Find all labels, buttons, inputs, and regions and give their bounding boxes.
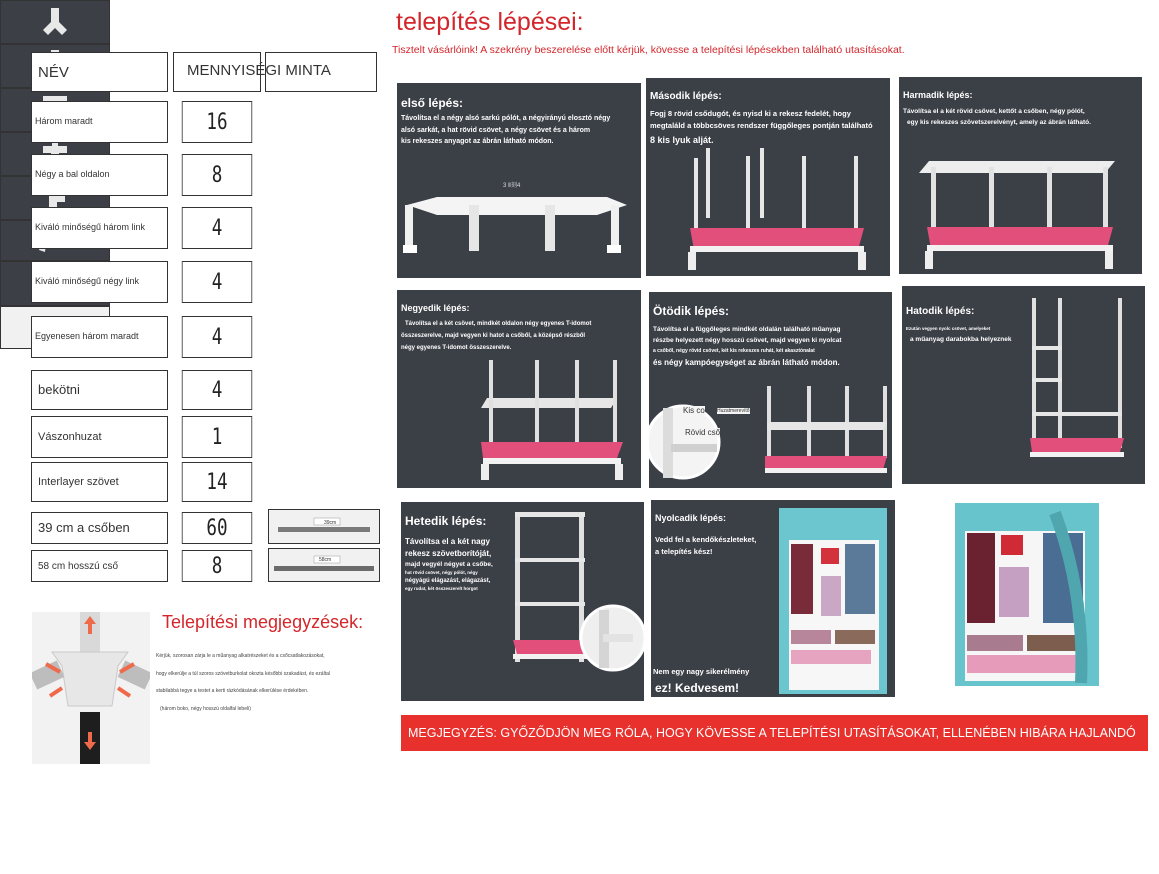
step-line: rekesz szövetborítóját, (405, 549, 492, 558)
step-line: egy rudat, két összeszerelt horgot (405, 585, 478, 591)
finished-wardrobe-photo (955, 503, 1099, 686)
frame-top-illustration (899, 77, 1142, 274)
joint-diagram (32, 612, 150, 764)
tube-39cm-label: 39cm (324, 520, 337, 526)
row-qty: 4 (182, 207, 252, 249)
three-way-connector-icon (0, 0, 110, 44)
row-qty: 4 (182, 370, 252, 410)
row-name: Kiváló minőségű három link (31, 207, 168, 249)
step-line: megtaláld a többcsöves rendszer függőleges pontján található (650, 121, 873, 131)
frame-base-illustration (397, 83, 641, 278)
header-name: NÉV (31, 52, 168, 92)
row-qty: 4 (182, 261, 252, 303)
step-line: Fogj 8 rövid csődugót, és nyisd ki a rekesz fedelét, hogy (650, 109, 851, 118)
step-1-panel (397, 83, 641, 278)
step-footer-line: Nem egy nagy sikerélmény (653, 667, 750, 676)
step-line: négyágú elágazást, elágazást, (405, 577, 491, 584)
warning-banner: MEGJEGYZÉS: GYŐZŐDJÖN MEG RÓLA, HOGY KÖVESSE A TELEPÍTÉSI UTASÍTÁSOKAT, ELLENÉBEN HIBÁRA HAJLANDÓ (401, 715, 1148, 751)
step-2-panel (646, 78, 890, 276)
step-line: hat rövid csövet, négy pólót, négy (405, 569, 478, 575)
notes-line: hogy elkerülje a túl szoros szövetburkolat okozta későbbi szakadást, és ezáltal (156, 670, 330, 677)
tube-39cm-icon (268, 509, 380, 544)
step-5-panel (649, 292, 892, 488)
step-line: kis rekeszes anyagot az ábrán látható módon. (401, 138, 554, 146)
tube-58cm-label: 58cm (319, 557, 332, 563)
step-title: Ötödik lépés: (653, 304, 730, 318)
step-title: Negyedik lépés: (401, 303, 470, 313)
step-title: Nyolcadik lépés: (655, 513, 727, 523)
row-name: Interlayer szövet (31, 462, 168, 502)
step-1-label: 3 Ⅱ刻4 (503, 183, 521, 189)
step-line: és négy kampóegységet az ábrán látható módon. (653, 357, 840, 367)
row-qty: 14 (182, 462, 252, 502)
row-qty: 4 (182, 316, 252, 358)
row-qty: 16 (182, 101, 252, 143)
step-7-panel (401, 502, 644, 701)
step-3-panel (899, 77, 1142, 274)
step-line: Távolítsa el a négy alsó sarkú pólót, a négyirányú elosztó négy (401, 115, 611, 122)
step-title: Harmadik lépés: (903, 90, 973, 100)
callout-label-3: Huzatmerevítő (717, 408, 750, 414)
notes-line: stabilabbá tegye a testet a kerti rázkódásának elkerülése érdekében. (156, 688, 309, 694)
frame-tower-illustration (902, 286, 1145, 484)
step-line: alsó sarkát, a hat rövid csövet, a négy csövet és a három (401, 126, 591, 134)
notes-title: Telepítési megjegyzések: (162, 612, 364, 632)
row-qty: 1 (182, 416, 252, 458)
step-line: a telepítés kész! (655, 547, 713, 557)
frame-shelf-illustration (397, 290, 641, 488)
notes-body (156, 648, 330, 718)
row-qty: 60 (182, 512, 252, 544)
step-line: a műanyag darabokba helyeznek (910, 336, 1012, 343)
page-title: telepítés lépései: (396, 8, 584, 36)
step-title: első lépés: (401, 96, 464, 110)
step-line: Ezután vegyen nyolc csövet, amelyeket (906, 326, 991, 331)
step-footer-line: ez! Kedvesem! (655, 681, 740, 695)
row-name: 39 cm a csőben (31, 512, 168, 544)
frame-complete-illustration (401, 502, 644, 701)
header-qty-sample: MENNYISÉGI MINTA (187, 62, 331, 79)
tube-58cm-icon (268, 548, 380, 582)
step-8-panel (651, 500, 895, 697)
row-name: Egyenesen három maradt (31, 316, 168, 358)
row-qty: 8 (182, 154, 252, 196)
step-line: részbe helyezett négy hosszú csövet, majd vegyen ki nyolcat (653, 337, 842, 345)
notes-line: (három boko, négy hosszú oldalfal lebeli) (160, 705, 251, 712)
step-4-panel (397, 290, 641, 488)
callout-label-1: Kis co (683, 406, 705, 415)
row-name: Vászonhuzat (31, 416, 168, 458)
step-line: egy kis rekeszes szövetszerelvényt, amely az ábrán látható. (907, 118, 1091, 126)
step-title: Hetedik lépés: (405, 514, 487, 528)
step-line: négy egyenes T-idomot összeszerelve. (401, 345, 512, 351)
step-line: összeszerelve, majd vegyen ki hatot a csőből, a középső részből (401, 333, 586, 339)
step-line: 8 kis lyuk alját. (650, 134, 714, 145)
row-name: Négy a bal oldalon (31, 154, 168, 196)
callout-label-2: Rövid cső (685, 428, 721, 437)
row-name: Három maradt (31, 101, 168, 143)
step-title: Második lépés: (650, 91, 722, 102)
row-name: bekötni (31, 370, 168, 410)
step-line: Vedd fel a kendőkészleteket, (655, 535, 757, 544)
frame-vertical-illustration (649, 292, 892, 488)
row-qty: 8 (182, 550, 252, 582)
notes-line: Kérjük, szorosan zárja le a műanyag alkatrészeket és a csőcsatlakozásokat, (156, 653, 325, 659)
step-line: majd vegyél négyet a csőbe, (405, 561, 493, 568)
step-line: a csőből, négy rövid csövet, két kis rekeszes ruhát, két akasztónalat (653, 347, 815, 354)
step-line: Távolítsa el a függőleges mindkét oldalán található műanyag (653, 326, 841, 333)
page-subtitle: Tisztelt vásárlóink! A szekrény beszerelése előtt kérjük, kövesse a telepítési lépésekben található utasításokat. (392, 44, 905, 56)
row-name: 58 cm hosszú cső (31, 550, 168, 582)
step-line: Távolítsa el a két nagy (405, 537, 490, 546)
step-line: Távolítsa el a két csövet, mindkét oldalon négy egyenes T-idomot (405, 321, 592, 327)
step-6-panel (902, 286, 1145, 484)
frame-posts-illustration (646, 78, 890, 276)
step-line: Távolítsa el a két rövid csövet, kettőt a csőben, négy pólót, (903, 108, 1085, 115)
step-title: Hatodik lépés: (906, 306, 975, 317)
row-name: Kiváló minőségű négy link (31, 261, 168, 303)
